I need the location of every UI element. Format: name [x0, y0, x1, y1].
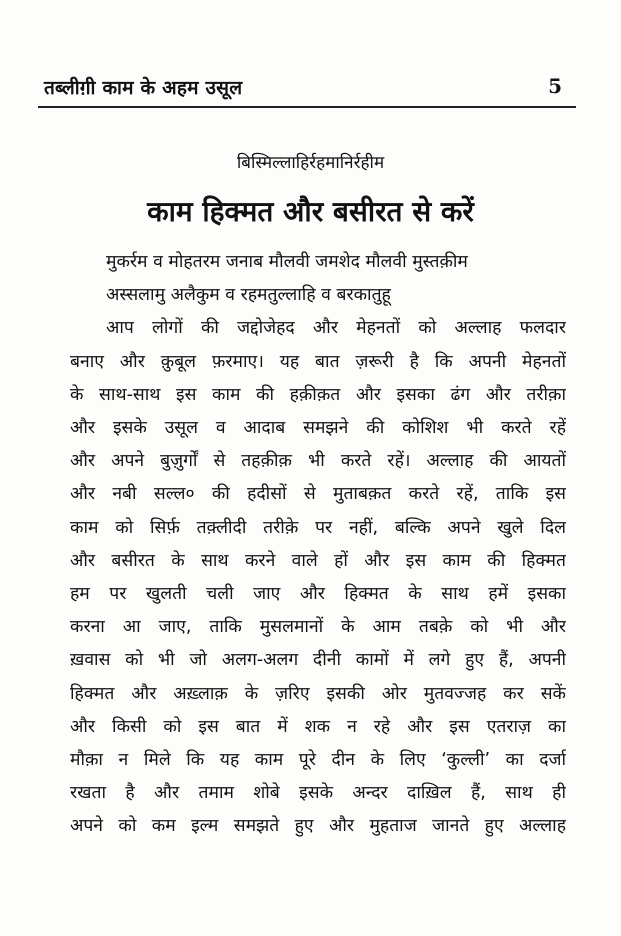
text-line: रखता है और तमाम शोबे इसके अन्दर दाख़िल हैं, साथ ही [70, 783, 566, 804]
text-line: और अपने बुज़ुर्गों से तहक़ीक़ भी करते रहें। अल्लाह की आयतों [70, 451, 566, 472]
text-line: और इसके उसूल व आदाब समझने की कोशिश भी करते रहें [70, 418, 566, 439]
text-line: करना आ जाए, ताकि मुसलमानों के आम तबक़े को भी और [70, 617, 566, 638]
text-line: के साथ-साथ इस काम की हक़ीक़त और इसका ढंग और तरीक़ा [70, 384, 566, 405]
text-line: और किसी को इस बात में शक न रहे और इस एतराज़ का [70, 716, 566, 737]
salutation-line: मुकर्रम व मोहतरम जनाब मौलवी जमशेद मौलवी मुस्तक़ीम [106, 252, 468, 272]
text-line: मौक़ा न मिले कि यह काम पूरे दीन के लिए ‘कुल्ली’ का दर्जा [70, 750, 566, 771]
text-line: आप लोगों की जद्दोजेहद और मेहनतों को अल्लाह फलदार [106, 318, 566, 339]
body-text [70, 246, 566, 844]
text-line: हम पर खुलती चली जाए और हिक्मत के साथ हमें इसका [70, 584, 566, 605]
text-line: और बसीरत के साथ करने वाले हों और इस काम की हिक्मत [70, 550, 566, 571]
text-line: और नबी सल्ल० की हदीसों से मुताबक़त करते रहें, ताकि इस [70, 484, 566, 505]
text-line: हिक्मत और अख़्लाक़ के ज़रिए इसकी ओर मुतवज्जह कर सकें [70, 683, 566, 704]
text-line: बनाए और क़ुबूल फ़रमाए। यह बात ज़रूरी है कि अपनी मेहनतों [70, 351, 566, 372]
text-line: अपने को कम इल्म समझते हुए और मुहताज जानते हुए अल्लाह [70, 816, 566, 837]
chapter-title: काम हिक्मत और बसीरत से करें [147, 195, 474, 228]
page-number: 5 [548, 74, 562, 98]
greeting-line: अस्सलामु अलैकुम व रहमतुल्लाहि व बरकातुहू [106, 285, 391, 306]
running-header-title: तब्लीग़ी काम के अहम उसूल [44, 77, 243, 99]
bismillah-line: बिस्मिल्लाहिर्रहमानिर्रहीम [236, 153, 385, 173]
text-line: काम को सिर्फ़ तक़्लीदी तरीक़े पर नहीं, बल्कि अपने खुले दिल [70, 517, 566, 538]
running-header [44, 72, 576, 106]
header-divider [38, 106, 576, 108]
text-line: ख़वास को भी जो अलग-अलग दीनी कामों में लगे हुए हैं, अपनी [70, 650, 566, 671]
